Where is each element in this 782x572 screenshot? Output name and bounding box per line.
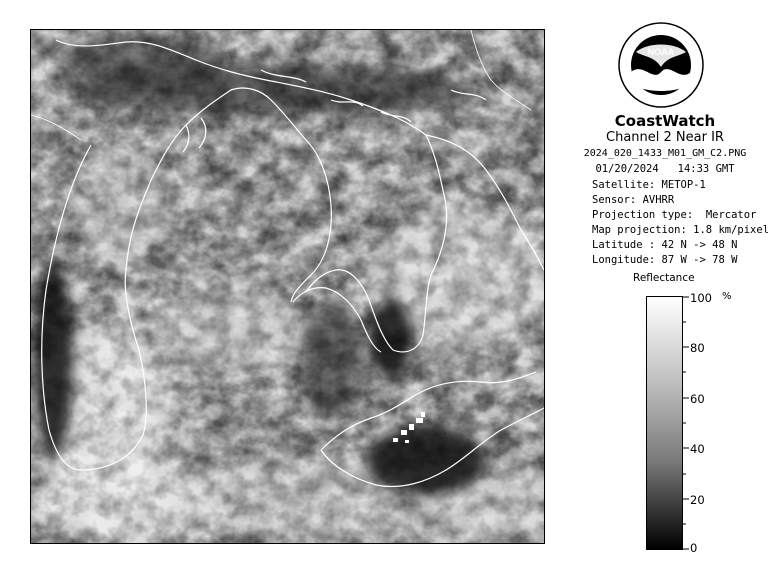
colorbar-tick-0: 0 [690,541,698,555]
noaa-logo-icon [618,22,704,108]
meta-value: AVHRR [642,194,675,206]
channel-label: Channel 2 Near IR [606,130,724,145]
meta-row-latitude [592,239,737,251]
meta-label: Sensor: [592,194,637,206]
meta-label: Satellite: [592,179,656,191]
colorbar-axis [683,296,743,550]
colorbar-label: Reflectance [633,272,695,284]
meta-value: Mercator [705,209,757,221]
colorbar-unit: % [722,291,732,302]
app-title: CoastWatch [614,112,716,130]
meta-row-longitude [592,254,737,266]
meta-value: METOP-1 [661,179,706,191]
meta-label: Projection type: [592,209,694,221]
colorbar-tick-80: 80 [690,341,705,355]
meta-row-projection-type [592,209,756,221]
colorbar-tick-100: 100 [690,291,712,305]
colorbar-tick-20: 20 [690,493,705,507]
meta-row-map-projection [592,224,769,236]
meta-value: 42 N -> 48 N [661,239,738,251]
datetime [560,163,770,175]
meta-label: Longitude: [592,254,656,266]
meta-row-sensor [592,194,674,206]
date: 01/20/2024 [595,163,659,175]
meta-label: Map projection: [592,224,687,236]
colorbar-tick-60: 60 [690,392,705,406]
colorbar [646,296,683,550]
meta-value: 87 W -> 78 W [661,254,738,266]
time: 14:33 GMT [677,163,735,175]
satellite-image [30,29,545,544]
meta-label: Latitude : [592,239,656,251]
filename: 2024_020_1433_M01_GM_C2.PNG [583,148,747,159]
meta-row-satellite [592,179,706,191]
meta-value: 1.8 km/pixel [693,224,770,236]
satellite-image-svg [31,30,544,543]
colorbar-tick-40: 40 [690,442,705,456]
logo-text: NOAA [647,47,675,57]
